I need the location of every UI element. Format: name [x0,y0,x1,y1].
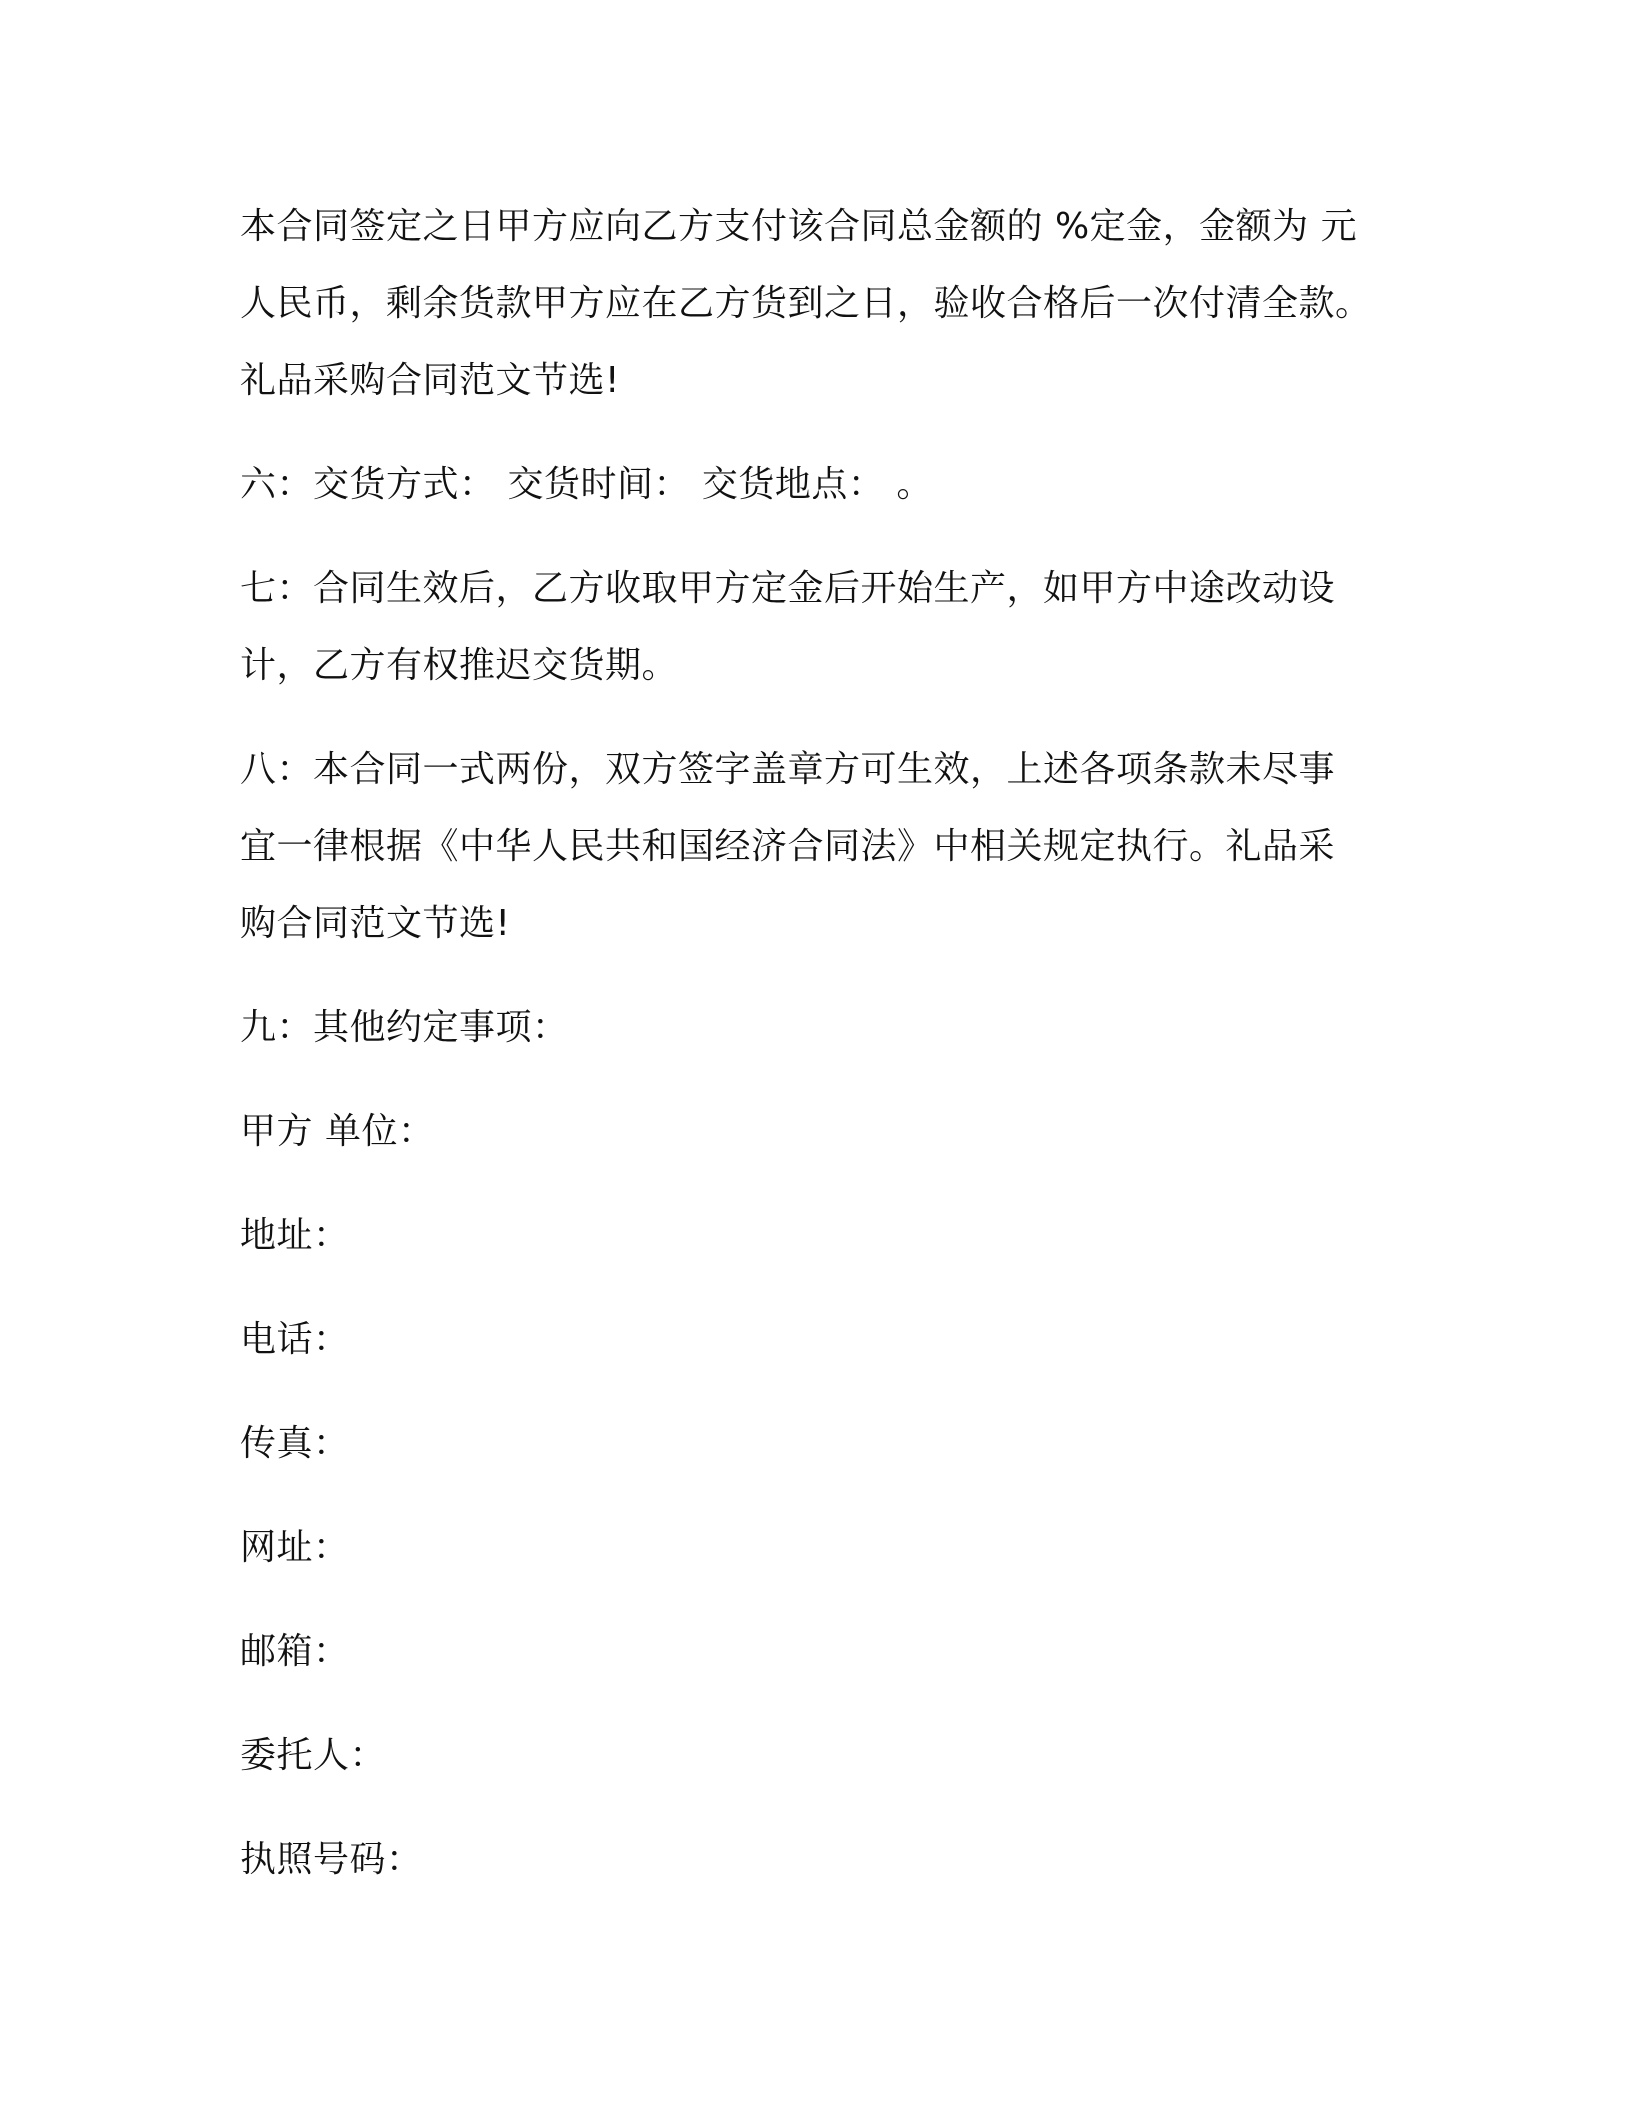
text-line: 八：本合同一式两份，双方签字盖章方可生效，上述各项条款未尽事 [240,749,1336,790]
phone-field [240,1301,1400,1378]
website-field [240,1509,1400,1586]
text-line: 计，乙方有权推迟交货期。 [240,645,679,686]
document-body [240,188,1400,1925]
field-label: 执照号码： [240,1839,423,1880]
field-label: 传真： [240,1423,350,1464]
party-a-unit-field [240,1093,1400,1170]
text-line: 七：合同生效后，乙方收取甲方定金后开始生产，如甲方中途改动设 [240,568,1336,609]
fax-field [240,1405,1400,1482]
field-label: 电话： [240,1319,350,1360]
address-field [240,1197,1400,1274]
field-label: 甲方 单位： [240,1111,435,1152]
clause-8-copies [240,731,1400,962]
text-line: 人民币，剩余货款甲方应在乙方货到之日，验收合格后一次付清全款。 [240,283,1372,324]
text-line: 礼品采购合同范文节选! [240,360,620,401]
text-line: 购合同范文节选! [240,903,511,944]
text-line: 宜一律根据《中华人民共和国经济合同法》中相关规定执行。礼品采 [240,826,1336,867]
text-line: 本合同签定之日甲方应向乙方支付该合同总金额的 %定金，金额为 元 [240,206,1358,247]
text-line: 九：其他约定事项： [240,1007,569,1048]
license-number-field [240,1821,1400,1898]
text-line: 六：交货方式： 交货时间： 交货地点： 。 [240,464,933,505]
payment-terms-paragraph [240,188,1400,419]
field-label: 邮箱： [240,1631,350,1672]
clause-7-effect [240,550,1400,704]
field-label: 委托人： [240,1735,387,1776]
field-label: 网址： [240,1527,350,1568]
agent-field [240,1717,1400,1794]
field-label: 地址： [240,1215,350,1256]
email-field [240,1613,1400,1690]
clause-6-delivery [240,446,1400,523]
clause-9-other-terms [240,989,1400,1066]
